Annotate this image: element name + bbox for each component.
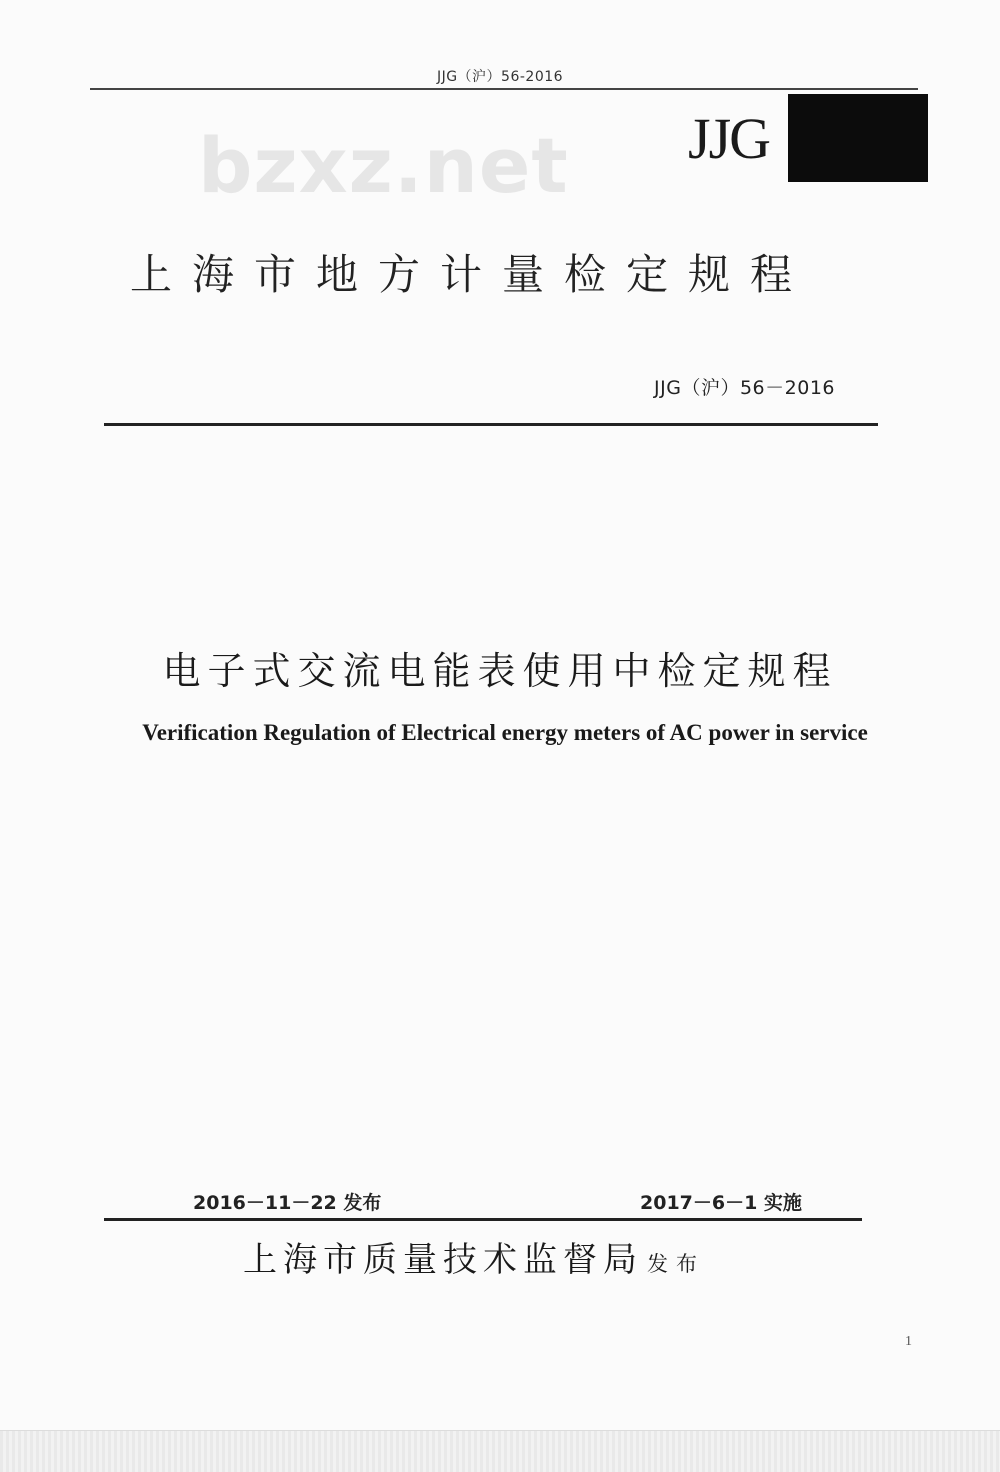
document-title-english: Verification Regulation of Electrical energy meters of AC power in service: [142, 720, 868, 745]
viewer-bottom-edge: [0, 1430, 1000, 1472]
page-number: 1: [905, 1334, 912, 1349]
header-rule: [90, 88, 918, 90]
title-rule: [104, 423, 878, 426]
effective-date: 2017－6－1 实施: [640, 1192, 802, 1214]
issuer-line: [243, 1232, 705, 1281]
footer-rule: [104, 1218, 862, 1221]
standard-number: JJG（沪）56－2016: [654, 377, 835, 399]
jjg-logo: JJG: [688, 106, 770, 171]
issue-date: 2016－11－22 发布: [193, 1192, 382, 1214]
series-title: 上海市地方计量检定规程: [130, 250, 813, 299]
redaction-block: [788, 94, 928, 182]
running-header-code: JJG（沪）56-2016: [436, 69, 564, 85]
watermark-text: bzxz.net: [198, 121, 569, 210]
issuer-name: 上海市质量技术监督局: [243, 1240, 643, 1280]
issuer-suffix: 发布: [647, 1252, 705, 1276]
document-title-chinese: 电子式交流电能表使用中检定规程: [162, 649, 838, 693]
